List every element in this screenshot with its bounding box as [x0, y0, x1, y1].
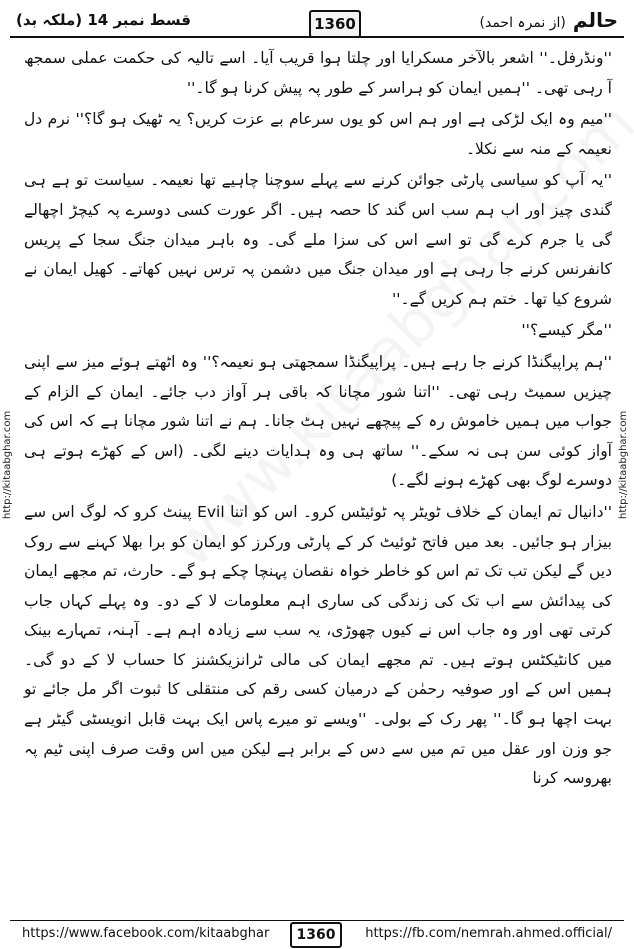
facebook-link-left[interactable]: https://www.facebook.com/kitaabghar	[22, 926, 270, 941]
episode-label: قسط نمبر 14 (ملکہ بد)	[16, 11, 191, 29]
facebook-link-right[interactable]: https://fb.com/nemrah.ahmed.official/	[365, 926, 612, 941]
paragraph: ''یہ آپ کو سیاسی پارٹی جوائن کرنے سے پہلے سوچنا چاہیے تھا نعیمہ۔ سیاست تو ہے ہی گندی چیز اور اب ہم سب اس گند کا حصہ ہیں۔ اگر عورت کسی دوسرے پہ کیچڑ اچھالے گی یا جرم کرے گی تو اسے اس کی سزا ملے گی۔ وہ باہر میدان جنگ سجا کے پریس کانفرنس کرنے جا رہی ہے اور میدان جنگ میں دشمن پہ ترس نہیں کھاتے۔ کھیل ایمان نے شروع کیا تھا۔ ختم ہم کریں گے۔''	[24, 171, 612, 308]
side-url-left[interactable]: http://kitaabghar.com	[2, 410, 13, 520]
footer-divider	[10, 920, 624, 921]
paragraph: ''ونڈرفل۔'' اشعر بالآخر مسکرایا اور چلتا ہوا قریب آیا۔ اسے تالیہ کی حکمت عملی سمجھ آ رہی تھی۔ ''ہمیں ایمان کو ہراسر کے طور پہ پیش کرنا ہو گا۔''	[24, 49, 612, 97]
paragraph: ''ہم پراپیگنڈا کرنے جا رہے ہیں۔ پراپیگنڈا سمجھتی ہو نعیمہ؟'' وہ اٹھتے ہوئے میز سے اپنی چیزیں سمیٹ رہی تھی۔ ''اتنا شور مچانا کہ باقی ہر آواز دب جائے۔ ایمان کے الزام کے جواب میں ہمیں خاموش رہ کے پیچھے نہیں ہٹ جانا۔ ہم نے اتنا شور مچانا ہے کہ اس کی آواز کوئی سن ہی نہ سکے۔'' ساتھ ہی وہ ہدایات دینے لگی۔ (اس کے کھڑے ہوتے ہی دوسرے لوگ بھی کھڑے ہونے لگے۔)	[24, 352, 612, 490]
page-number-bottom: 1360	[290, 922, 342, 948]
author-name: (از نمرہ احمد)	[479, 15, 566, 31]
side-url-right[interactable]: http://kitaabghar.com	[618, 410, 629, 520]
paragraph: ''مگر کیسے؟''	[521, 321, 612, 340]
paragraph: ''میم وہ ایک لڑکی ہے اور ہم اس کو یوں سرعام بے عزت کریں؟ یہ ٹھیک ہو گا؟'' نرم دل نعیمہ کے منہ سے نکلا۔	[24, 110, 612, 158]
story-body	[24, 44, 612, 794]
novel-title	[480, 8, 618, 32]
page-number-top: 1360	[309, 10, 361, 38]
paragraph: ''دانیال تم ایمان کے خلاف ٹویٹر پہ ٹوئیٹس کرو۔ اس کو اتنا Evil پینٹ کرو کہ لوگ اس سے بیزار ہو جائیں۔ بعد میں فاتح ٹوئیٹ کر کے پارٹی ورکرز کو ایمان کو برا بھلا کہنے سے روک دیں گے لیکن تب تک تم اس کو خاطر خواہ نقصان پہنچا چکے ہو گے۔ حارث، تم مجھے ایمان کی پیدائش سے اب تک کی زندگی کی ساری اہم معلومات لا کے دو۔ وہ پہلے کہاں جاب کرتی تھی اور وہ جاب اس نے کیوں چھوڑی، یہ سب سے زیادہ اہم ہے۔ آہنہ، تمہارے بینک میں کانٹیکٹس ہوتے ہیں۔ تم مجھے ایمان کی مالی ٹرانزیکشنز کا حساب لا کے دو گی۔ ہمیں اس کے اور صوفیہ رحمٰن کے درمیان کسی رقم کی منتقلی کا ثبوت اگر مل جائے تو بہت اچھا ہو گا۔'' پھر رک کے بولی۔ ''ویسے تو میرے پاس ایک بہت قابل انویسٹی گیٹر ہے جو وزن اور عقل میں تم میں سے دس کے برابر ہے لیکن میں اس وقت صرف اپنی ٹیم پہ بھروسہ کرنا	[24, 502, 612, 788]
page-header	[10, 6, 624, 38]
page-footer	[10, 922, 624, 946]
header-divider	[10, 36, 624, 38]
title-text: حالم	[572, 8, 618, 32]
